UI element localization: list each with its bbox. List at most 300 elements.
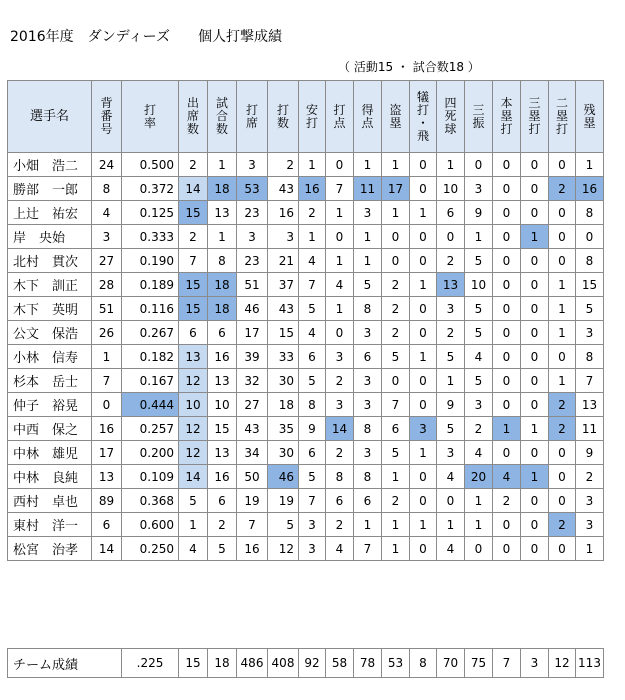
cell-sac: 1 <box>410 201 437 225</box>
cell-so: 5 <box>465 249 493 273</box>
team-label: チーム成績 <box>8 649 122 678</box>
cell-sb: 1 <box>382 153 410 177</box>
cell-number: 6 <box>92 513 122 537</box>
cell-triple: 0 <box>521 249 549 273</box>
col-header-double: 二 塁 打 <box>549 81 576 153</box>
cell-hr: 0 <box>493 177 521 201</box>
cell-rbi: 4 <box>326 273 354 297</box>
cell-runs: 1 <box>354 513 382 537</box>
player-row <box>8 345 604 369</box>
team-sac: 8 <box>410 649 437 678</box>
cell-double: 2 <box>549 177 576 201</box>
cell-hr: 0 <box>493 393 521 417</box>
cell-avg: 0.250 <box>122 537 179 561</box>
cell-double: 0 <box>549 153 576 177</box>
team-so: 75 <box>465 649 493 678</box>
cell-runs: 6 <box>354 345 382 369</box>
cell-triple: 0 <box>521 297 549 321</box>
cell-pa: 17 <box>237 321 268 345</box>
player-row <box>8 537 604 561</box>
col-header-so: 三 振 <box>465 81 493 153</box>
cell-pa: 39 <box>237 345 268 369</box>
cell-ab: 21 <box>268 249 299 273</box>
cell-so: 4 <box>465 345 493 369</box>
player-row <box>8 297 604 321</box>
cell-hr: 0 <box>493 225 521 249</box>
cell-games: 13 <box>208 201 237 225</box>
cell-sb: 1 <box>382 465 410 489</box>
cell-attend: 4 <box>179 537 208 561</box>
cell-double: 1 <box>549 321 576 345</box>
cell-games: 18 <box>208 177 237 201</box>
cell-attend: 1 <box>179 513 208 537</box>
player-row <box>8 441 604 465</box>
cell-pa: 51 <box>237 273 268 297</box>
cell-games: 2 <box>208 513 237 537</box>
cell-lob: 3 <box>576 513 604 537</box>
cell-hits: 4 <box>299 249 326 273</box>
cell-number: 7 <box>92 369 122 393</box>
cell-runs: 11 <box>354 177 382 201</box>
team-runs: 78 <box>354 649 382 678</box>
cell-ab: 19 <box>268 489 299 513</box>
cell-bb: 9 <box>437 393 465 417</box>
cell-rbi: 4 <box>326 537 354 561</box>
cell-games: 10 <box>208 393 237 417</box>
team-bb: 70 <box>437 649 465 678</box>
cell-rbi: 0 <box>326 225 354 249</box>
cell-attend: 10 <box>179 393 208 417</box>
player-name: 勝部 一郎 <box>8 177 92 201</box>
player-row <box>8 489 604 513</box>
player-name: 杉本 岳士 <box>8 369 92 393</box>
cell-hits: 6 <box>299 441 326 465</box>
col-header-rbi: 打 点 <box>326 81 354 153</box>
cell-games: 5 <box>208 537 237 561</box>
cell-avg: 0.267 <box>122 321 179 345</box>
activity-summary: （ 活動15 ・ 試合数18 ） <box>338 60 480 74</box>
cell-number: 16 <box>92 417 122 441</box>
cell-number: 26 <box>92 321 122 345</box>
col-header-games: 試 合 数 <box>208 81 237 153</box>
cell-hits: 9 <box>299 417 326 441</box>
cell-runs: 8 <box>354 465 382 489</box>
batting-stats-table <box>7 80 604 561</box>
cell-ab: 33 <box>268 345 299 369</box>
cell-ab: 46 <box>268 465 299 489</box>
team-hr: 7 <box>493 649 521 678</box>
cell-bb: 5 <box>437 417 465 441</box>
cell-attend: 12 <box>179 417 208 441</box>
cell-attend: 15 <box>179 201 208 225</box>
cell-hits: 5 <box>299 297 326 321</box>
cell-triple: 1 <box>521 225 549 249</box>
cell-hr: 0 <box>493 441 521 465</box>
cell-number: 17 <box>92 441 122 465</box>
cell-sac: 0 <box>410 465 437 489</box>
player-row <box>8 225 604 249</box>
cell-sb: 0 <box>382 225 410 249</box>
cell-lob: 0 <box>576 225 604 249</box>
cell-sb: 2 <box>382 321 410 345</box>
cell-triple: 0 <box>521 393 549 417</box>
cell-sac: 0 <box>410 369 437 393</box>
cell-double: 1 <box>549 273 576 297</box>
cell-rbi: 2 <box>326 441 354 465</box>
team-totals-row <box>8 649 604 678</box>
cell-games: 18 <box>208 297 237 321</box>
cell-so: 20 <box>465 465 493 489</box>
cell-attend: 14 <box>179 465 208 489</box>
team-rbi: 58 <box>326 649 354 678</box>
cell-hr: 0 <box>493 345 521 369</box>
cell-games: 8 <box>208 249 237 273</box>
cell-number: 1 <box>92 345 122 369</box>
cell-attend: 13 <box>179 345 208 369</box>
cell-lob: 16 <box>576 177 604 201</box>
col-header-hr: 本 塁 打 <box>493 81 521 153</box>
cell-hr: 0 <box>493 153 521 177</box>
cell-sac: 0 <box>410 249 437 273</box>
col-header-bb: 四 死 球 <box>437 81 465 153</box>
cell-triple: 0 <box>521 441 549 465</box>
cell-double: 1 <box>549 297 576 321</box>
cell-avg: 0.167 <box>122 369 179 393</box>
cell-hits: 3 <box>299 537 326 561</box>
cell-attend: 15 <box>179 297 208 321</box>
cell-ab: 5 <box>268 513 299 537</box>
cell-runs: 1 <box>354 153 382 177</box>
player-name: 西村 卓也 <box>8 489 92 513</box>
cell-so: 5 <box>465 297 493 321</box>
cell-bb: 0 <box>437 489 465 513</box>
cell-lob: 3 <box>576 489 604 513</box>
cell-hits: 7 <box>299 273 326 297</box>
cell-sac: 0 <box>410 153 437 177</box>
cell-sac: 0 <box>410 177 437 201</box>
cell-so: 0 <box>465 537 493 561</box>
cell-hits: 5 <box>299 369 326 393</box>
cell-avg: 0.189 <box>122 273 179 297</box>
cell-double: 1 <box>549 369 576 393</box>
cell-bb: 3 <box>437 297 465 321</box>
cell-so: 1 <box>465 513 493 537</box>
cell-bb: 5 <box>437 345 465 369</box>
cell-runs: 5 <box>354 273 382 297</box>
col-header-ab: 打 数 <box>268 81 299 153</box>
cell-bb: 3 <box>437 441 465 465</box>
cell-pa: 53 <box>237 177 268 201</box>
cell-runs: 1 <box>354 249 382 273</box>
cell-double: 0 <box>549 249 576 273</box>
cell-hits: 16 <box>299 177 326 201</box>
team-double: 12 <box>549 649 576 678</box>
team-sb: 53 <box>382 649 410 678</box>
cell-games: 15 <box>208 417 237 441</box>
cell-so: 2 <box>465 417 493 441</box>
header-row <box>8 81 604 153</box>
cell-triple: 0 <box>521 177 549 201</box>
cell-attend: 5 <box>179 489 208 513</box>
cell-so: 1 <box>465 225 493 249</box>
cell-avg: 0.109 <box>122 465 179 489</box>
cell-ab: 37 <box>268 273 299 297</box>
player-row <box>8 393 604 417</box>
team-pa: 486 <box>237 649 268 678</box>
cell-bb: 2 <box>437 249 465 273</box>
cell-games: 13 <box>208 441 237 465</box>
cell-double: 2 <box>549 417 576 441</box>
cell-triple: 0 <box>521 369 549 393</box>
cell-so: 3 <box>465 177 493 201</box>
cell-attend: 12 <box>179 441 208 465</box>
player-row <box>8 465 604 489</box>
cell-so: 9 <box>465 201 493 225</box>
team-summary-table <box>7 648 604 678</box>
cell-sb: 2 <box>382 273 410 297</box>
cell-pa: 34 <box>237 441 268 465</box>
cell-attend: 15 <box>179 273 208 297</box>
cell-hr: 0 <box>493 321 521 345</box>
cell-lob: 8 <box>576 345 604 369</box>
cell-number: 51 <box>92 297 122 321</box>
cell-lob: 8 <box>576 249 604 273</box>
cell-triple: 0 <box>521 201 549 225</box>
player-row <box>8 417 604 441</box>
cell-avg: 0.190 <box>122 249 179 273</box>
cell-sac: 0 <box>410 393 437 417</box>
cell-games: 13 <box>208 369 237 393</box>
cell-number: 28 <box>92 273 122 297</box>
cell-sac: 1 <box>410 345 437 369</box>
cell-lob: 5 <box>576 297 604 321</box>
cell-triple: 0 <box>521 537 549 561</box>
col-header-triple: 三 塁 打 <box>521 81 549 153</box>
cell-rbi: 2 <box>326 369 354 393</box>
cell-ab: 12 <box>268 537 299 561</box>
cell-rbi: 0 <box>326 321 354 345</box>
cell-hits: 8 <box>299 393 326 417</box>
cell-runs: 8 <box>354 297 382 321</box>
cell-avg: 0.600 <box>122 513 179 537</box>
cell-rbi: 1 <box>326 297 354 321</box>
cell-lob: 9 <box>576 441 604 465</box>
cell-ab: 30 <box>268 441 299 465</box>
cell-double: 2 <box>549 393 576 417</box>
cell-lob: 8 <box>576 201 604 225</box>
col-header-avg: 打 率 <box>122 81 179 153</box>
cell-ab: 16 <box>268 201 299 225</box>
cell-hr: 0 <box>493 369 521 393</box>
player-name: 小林 信寿 <box>8 345 92 369</box>
cell-lob: 3 <box>576 321 604 345</box>
cell-pa: 3 <box>237 225 268 249</box>
cell-hits: 3 <box>299 513 326 537</box>
cell-games: 16 <box>208 465 237 489</box>
player-name: 岸 央始 <box>8 225 92 249</box>
cell-sb: 0 <box>382 369 410 393</box>
cell-pa: 32 <box>237 369 268 393</box>
col-header-pa: 打 席 <box>237 81 268 153</box>
cell-games: 1 <box>208 225 237 249</box>
cell-rbi: 14 <box>326 417 354 441</box>
cell-runs: 3 <box>354 441 382 465</box>
cell-sb: 1 <box>382 513 410 537</box>
cell-sac: 0 <box>410 225 437 249</box>
cell-ab: 15 <box>268 321 299 345</box>
cell-sac: 1 <box>410 441 437 465</box>
cell-bb: 2 <box>437 321 465 345</box>
cell-sb: 1 <box>382 201 410 225</box>
cell-double: 0 <box>549 345 576 369</box>
player-name: 木下 訓正 <box>8 273 92 297</box>
cell-sb: 5 <box>382 345 410 369</box>
cell-runs: 3 <box>354 321 382 345</box>
stats-body <box>8 153 604 561</box>
player-name: 中林 良純 <box>8 465 92 489</box>
cell-so: 5 <box>465 321 493 345</box>
cell-sb: 17 <box>382 177 410 201</box>
cell-ab: 43 <box>268 177 299 201</box>
cell-sac: 1 <box>410 513 437 537</box>
player-name: 松宮 治孝 <box>8 537 92 561</box>
cell-bb: 4 <box>437 465 465 489</box>
cell-bb: 1 <box>437 513 465 537</box>
cell-avg: 0.116 <box>122 297 179 321</box>
cell-attend: 2 <box>179 153 208 177</box>
cell-pa: 46 <box>237 297 268 321</box>
cell-triple: 0 <box>521 273 549 297</box>
cell-sb: 0 <box>382 249 410 273</box>
cell-runs: 3 <box>354 393 382 417</box>
col-header-attend: 出 席 数 <box>179 81 208 153</box>
cell-number: 4 <box>92 201 122 225</box>
page-title: 2016年度 ダンディーズ 個人打撃成績 <box>10 29 282 45</box>
cell-avg: 0.372 <box>122 177 179 201</box>
cell-ab: 2 <box>268 153 299 177</box>
cell-hr: 0 <box>493 537 521 561</box>
cell-bb: 1 <box>437 369 465 393</box>
cell-so: 0 <box>465 153 493 177</box>
cell-so: 3 <box>465 393 493 417</box>
cell-lob: 15 <box>576 273 604 297</box>
team-ab: 408 <box>268 649 299 678</box>
cell-triple: 0 <box>521 153 549 177</box>
player-row <box>8 273 604 297</box>
col-header-runs: 得 点 <box>354 81 382 153</box>
cell-triple: 0 <box>521 321 549 345</box>
player-name: 公文 保浩 <box>8 321 92 345</box>
cell-sac: 1 <box>410 273 437 297</box>
cell-lob: 1 <box>576 537 604 561</box>
cell-hr: 0 <box>493 297 521 321</box>
cell-bb: 6 <box>437 201 465 225</box>
cell-runs: 3 <box>354 369 382 393</box>
cell-hr: 0 <box>493 513 521 537</box>
cell-pa: 50 <box>237 465 268 489</box>
cell-hr: 0 <box>493 249 521 273</box>
team-avg: .225 <box>122 649 179 678</box>
cell-runs: 6 <box>354 489 382 513</box>
player-name: 中林 雄児 <box>8 441 92 465</box>
cell-avg: 0.333 <box>122 225 179 249</box>
cell-avg: 0.257 <box>122 417 179 441</box>
player-row <box>8 321 604 345</box>
cell-pa: 43 <box>237 417 268 441</box>
cell-rbi: 1 <box>326 201 354 225</box>
cell-lob: 2 <box>576 465 604 489</box>
col-header-sac: 犠 打 ・ 飛 <box>410 81 437 153</box>
cell-triple: 0 <box>521 489 549 513</box>
cell-ab: 35 <box>268 417 299 441</box>
cell-bb: 4 <box>437 537 465 561</box>
cell-runs: 8 <box>354 417 382 441</box>
cell-double: 0 <box>549 201 576 225</box>
player-name: 仲子 裕晃 <box>8 393 92 417</box>
cell-avg: 0.182 <box>122 345 179 369</box>
player-row <box>8 177 604 201</box>
col-header-hits: 安 打 <box>299 81 326 153</box>
cell-rbi: 3 <box>326 393 354 417</box>
cell-so: 4 <box>465 441 493 465</box>
cell-avg: 0.444 <box>122 393 179 417</box>
cell-number: 3 <box>92 225 122 249</box>
cell-double: 0 <box>549 441 576 465</box>
cell-triple: 0 <box>521 345 549 369</box>
cell-triple: 1 <box>521 417 549 441</box>
cell-number: 14 <box>92 537 122 561</box>
team-attend: 15 <box>179 649 208 678</box>
cell-sb: 6 <box>382 417 410 441</box>
cell-lob: 1 <box>576 153 604 177</box>
cell-number: 0 <box>92 393 122 417</box>
cell-sac: 3 <box>410 417 437 441</box>
cell-hits: 7 <box>299 489 326 513</box>
team-hits: 92 <box>299 649 326 678</box>
player-name: 北村 貫次 <box>8 249 92 273</box>
cell-avg: 0.125 <box>122 201 179 225</box>
cell-pa: 16 <box>237 537 268 561</box>
cell-triple: 0 <box>521 513 549 537</box>
cell-sac: 0 <box>410 537 437 561</box>
player-row <box>8 153 604 177</box>
cell-sac: 0 <box>410 489 437 513</box>
cell-double: 0 <box>549 465 576 489</box>
team-games: 18 <box>208 649 237 678</box>
cell-attend: 2 <box>179 225 208 249</box>
cell-hits: 6 <box>299 345 326 369</box>
cell-games: 6 <box>208 489 237 513</box>
cell-hits: 5 <box>299 465 326 489</box>
cell-pa: 7 <box>237 513 268 537</box>
cell-sb: 7 <box>382 393 410 417</box>
cell-runs: 1 <box>354 225 382 249</box>
cell-number: 13 <box>92 465 122 489</box>
player-row <box>8 369 604 393</box>
cell-lob: 13 <box>576 393 604 417</box>
cell-attend: 14 <box>179 177 208 201</box>
cell-bb: 13 <box>437 273 465 297</box>
cell-rbi: 8 <box>326 465 354 489</box>
player-name: 小畑 浩二 <box>8 153 92 177</box>
cell-games: 18 <box>208 273 237 297</box>
cell-lob: 7 <box>576 369 604 393</box>
col-header-name: 選手名 <box>8 81 92 153</box>
cell-so: 10 <box>465 273 493 297</box>
cell-so: 5 <box>465 369 493 393</box>
cell-hr: 4 <box>493 465 521 489</box>
cell-triple: 1 <box>521 465 549 489</box>
